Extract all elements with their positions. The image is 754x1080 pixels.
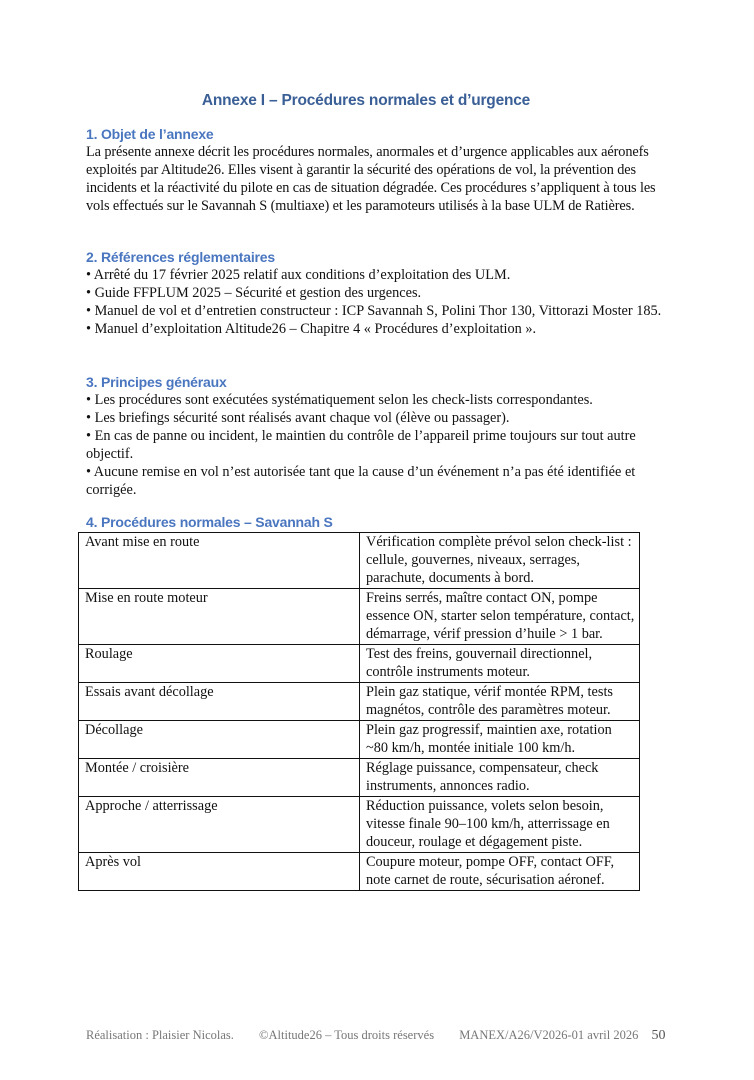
phase-cell: Essais avant décollage	[79, 683, 360, 721]
action-cell: Plein gaz statique, vérif montée RPM, tests magnétos, contrôle des paramètres moteur.	[360, 683, 640, 721]
phase-cell: Avant mise en route	[79, 533, 360, 589]
section-heading: 4. Procédures normales – Savannah S	[86, 514, 333, 530]
action-cell: Freins serrés, maître contact ON, pompe essence ON, starter selon température, contact, démarrage, vérif pression d’huile > 1 bar.	[360, 589, 640, 645]
action-cell: Réduction puissance, volets selon besoin, vitesse finale 90–100 km/h, atterrissage en douceur, roulage et dégagement piste.	[360, 797, 640, 853]
list-item: • Arrêté du 17 février 2025 relatif aux conditions d’exploitation des ULM.	[86, 267, 511, 283]
phase-cell: Après vol	[79, 853, 360, 891]
section-paragraph: La présente annexe décrit les procédures normales, anormales et d’urgence applicables aux aéronefs exploités par Altitude26. Elles visent à garantir la sécurité des opérations de vol, la prévention des incidents et la réactivité du pilote en cas de situation dégradée. Ces procédures s’appliquent à tous les vols effectués sur le Savannah S (multiaxe) et les paramoteurs utilisés à la base ULM de Ratières.	[86, 144, 656, 214]
phase-cell: Mise en route moteur	[79, 589, 360, 645]
table-row	[79, 797, 640, 853]
list-item: • En cas de panne ou incident, le maintien du contrôle de l’appareil prime toujours sur tout autre objectif.	[86, 428, 636, 462]
page-title: Annexe I – Procédures normales et d’urgence	[201, 92, 531, 109]
list-item: • Manuel d’exploitation Altitude26 – Chapitre 4 « Procédures d’exploitation ».	[86, 321, 537, 337]
section-objet	[86, 125, 676, 215]
list-item: • Manuel de vol et d’entretien constructeur : ICP Savannah S, Polini Thor 130, Vittorazi Moster 185.	[86, 303, 662, 319]
table-row	[79, 645, 640, 683]
phase-cell: Montée / croisière	[79, 759, 360, 797]
action-cell: Vérification complète prévol selon check-list : cellule, gouvernes, niveaux, serrages, parachute, documents à bord.	[360, 533, 640, 589]
section-principes	[86, 373, 676, 499]
section-heading: 1. Objet de l’annexe	[86, 126, 214, 142]
page-footer	[86, 1028, 665, 1044]
footer-reference: MANEX/A26/V2026-01 avril 2026	[459, 1028, 639, 1042]
phase-cell: Roulage	[79, 645, 360, 683]
procedures-table	[78, 532, 640, 891]
list-item: • Les procédures sont exécutées systématiquement selon les check-lists correspondantes.	[86, 392, 593, 408]
section-heading: 2. Références réglementaires	[86, 249, 275, 265]
section-heading: 3. Principes généraux	[86, 374, 227, 390]
action-cell: Test des freins, gouvernail directionnel, contrôle instruments moteur.	[360, 645, 640, 683]
section-references	[86, 248, 676, 338]
table-row	[79, 853, 640, 891]
phase-cell: Décollage	[79, 721, 360, 759]
footer-author: Réalisation : Plaisier Nicolas.	[86, 1028, 234, 1042]
table-row	[79, 589, 640, 645]
section-procedures-heading	[86, 513, 676, 531]
list-item: • Guide FFPLUM 2025 – Sécurité et gestion des urgences.	[86, 285, 422, 301]
list-item: • Aucune remise en vol n’est autorisée tant que la cause d’un événement n’a pas été identifiée et corrigée.	[86, 464, 636, 498]
action-cell: Plein gaz progressif, maintien axe, rotation ~80 km/h, montée initiale 100 km/h.	[360, 721, 640, 759]
table-row	[79, 533, 640, 589]
table-row	[79, 683, 640, 721]
list-item: • Les briefings sécurité sont réalisés avant chaque vol (élève ou passager).	[86, 410, 510, 426]
action-cell: Réglage puissance, compensateur, check instruments, annonces radio.	[360, 759, 640, 797]
footer-copyright: ©Altitude26 – Tous droits réservés	[259, 1028, 435, 1042]
table-row	[79, 721, 640, 759]
phase-cell: Approche / atterrissage	[79, 797, 360, 853]
page-number: 50	[651, 1028, 666, 1043]
table-row	[79, 759, 640, 797]
action-cell: Coupure moteur, pompe OFF, contact OFF, note carnet de route, sécurisation aéronef.	[360, 853, 640, 891]
